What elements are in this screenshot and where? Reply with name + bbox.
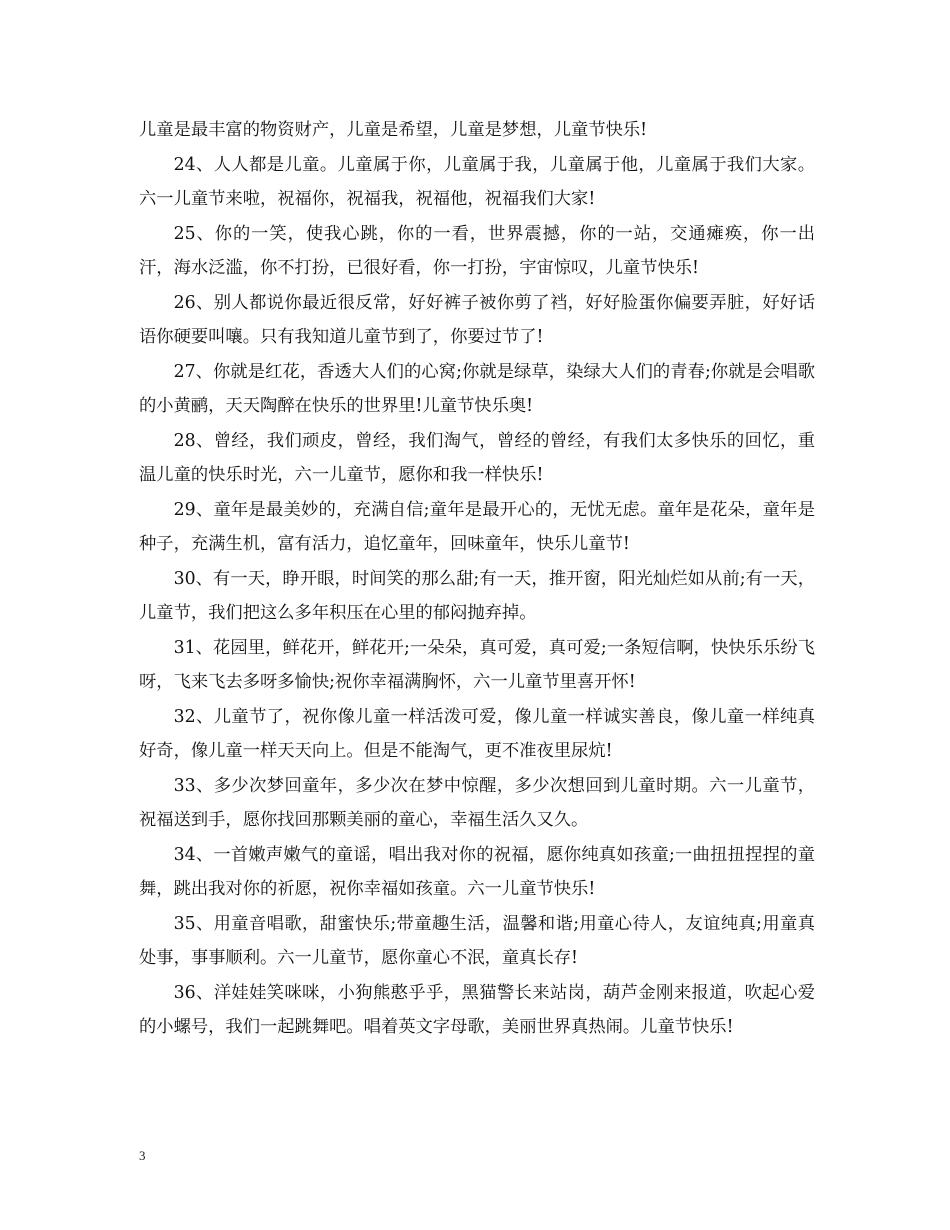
paragraph-28: 28、曾经，我们顽皮，曾经，我们淘气，曾经的曾经，有我们太多快乐的回忆，重温儿童的快乐时光，六一儿童节，愿你和我一样快乐!: [139, 430, 815, 485]
paragraph-36: 36、洋娃娃笑咪咪，小狗熊憨乎乎，黑猫警长来站岗，葫芦金刚来报道，吹起心爱的小螺号，我们一起跳舞吧。唱着英文字母歌，美丽世界真热闹。儿童节快乐!: [139, 982, 815, 1037]
paragraph-25: 25、你的一笑，使我心跳，你的一看，世界震撼，你的一站，交通瘫痪，你一出汗，海水泛滥，你不打扮，已很好看，你一打扮，宇宙惊叹，儿童节快乐!: [139, 223, 815, 278]
document-body: [139, 113, 815, 1045]
paragraph-30: 30、有一天，睁开眼，时间笑的那么甜;有一天，推开窗，阳光灿烂如从前;有一天，儿童节，我们把这么多年积压在心里的郁闷抛弃掉。: [139, 568, 815, 623]
paragraph-32: 32、儿童节了，祝你像儿童一样活泼可爱，像儿童一样诚实善良，像儿童一样纯真好奇，像儿童一样天天向上。但是不能淘气，更不准夜里尿炕!: [139, 706, 815, 761]
paragraph-29: 29、童年是最美妙的，充满自信;童年是最开心的，无忧无虑。童年是花朵，童年是种子，充满生机，富有活力，追忆童年，回味童年，快乐儿童节!: [139, 499, 815, 554]
paragraph-26: 26、别人都说你最近很反常，好好裤子被你剪了裆，好好脸蛋你偏要弄脏，好好话语你硬要叫嚷。只有我知道儿童节到了，你要过节了!: [139, 292, 815, 347]
paragraph-0: 儿童是最丰富的物资财产，儿童是希望，儿童是梦想，儿童节快乐!: [139, 120, 648, 140]
paragraph-34: 34、一首嫩声嫩气的童谣，唱出我对你的祝福，愿你纯真如孩童;一曲扭扭捏捏的童舞，跳出我对你的祈愿，祝你幸福如孩童。六一儿童节快乐!: [139, 844, 815, 899]
paragraph-27: 27、你就是红花，香透大人们的心窝;你就是绿草，染绿大人们的青春;你就是会唱歌的小黄鹂，天天陶醉在快乐的世界里!儿童节快乐奥!: [139, 361, 815, 416]
paragraph-31: 31、花园里，鲜花开，鲜花开;一朵朵，真可爱，真可爱;一条短信啊，快快乐乐纷飞呀，飞来飞去多呀多愉快;祝你幸福满胸怀，六一儿童节里喜开怀!: [139, 637, 815, 692]
page-number: 3: [139, 1148, 146, 1163]
paragraph-35: 35、用童音唱歌，甜蜜快乐;带童趣生活，温馨和谐;用童心待人，友谊纯真;用童真处事，事事顺利。六一儿童节，愿你童心不泯，童真长存!: [139, 913, 815, 968]
paragraph-24: 24、人人都是儿童。儿童属于你，儿童属于我，儿童属于他，儿童属于我们大家。六一儿童节来啦，祝福你，祝福我，祝福他，祝福我们大家!: [139, 154, 815, 209]
paragraph-33: 33、多少次梦回童年，多少次在梦中惊醒，多少次想回到儿童时期。六一儿童节，祝福送到手，愿你找回那颗美丽的童心，幸福生活久又久。: [139, 775, 815, 830]
